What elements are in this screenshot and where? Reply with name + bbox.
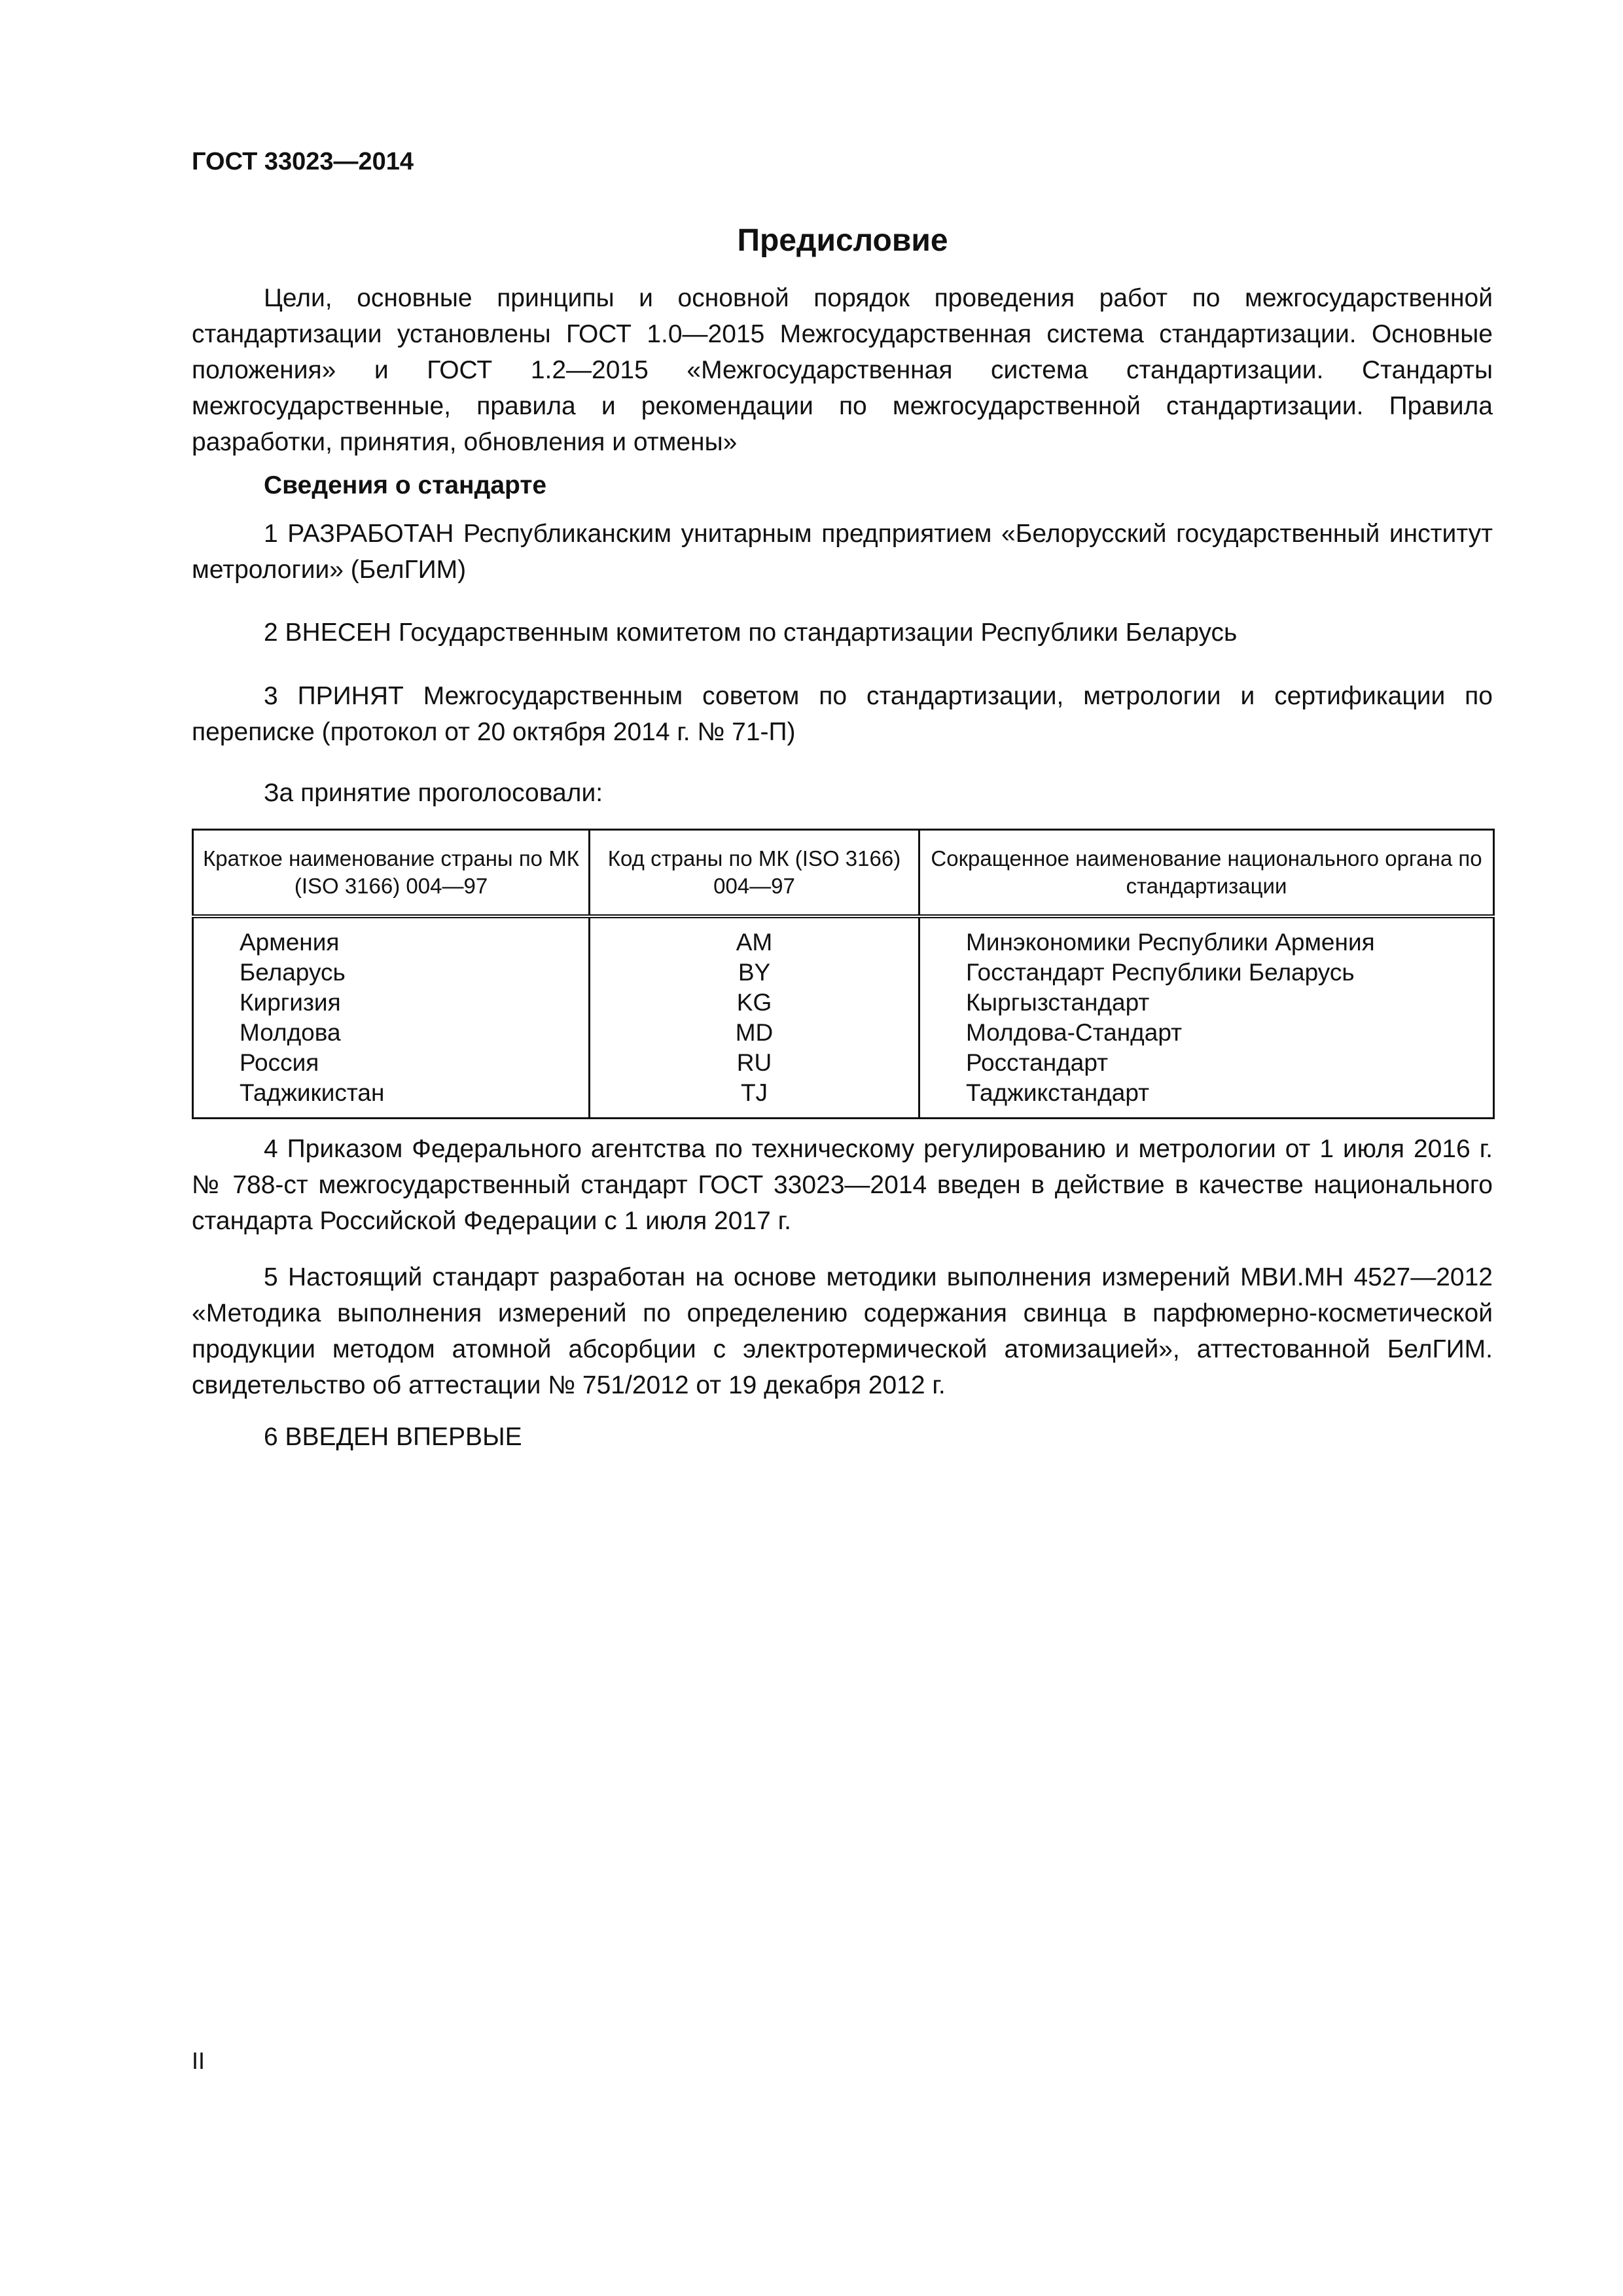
table-row xyxy=(193,1078,1494,1119)
table-cell-country: Армения xyxy=(193,916,590,958)
voting-table xyxy=(192,829,1495,1119)
table-cell-country: Таджикистан xyxy=(193,1078,590,1119)
table-header-body: Сокращенное наименование национального органа по стандартизации xyxy=(919,830,1494,917)
table-header-row xyxy=(193,830,1494,917)
table-row xyxy=(193,916,1494,958)
item-2-introduced-by: 2 ВНЕСЕН Государственным комитетом по стандартизации Республики Беларусь xyxy=(264,619,1238,647)
item-3-adopted-by: 3 ПРИНЯТ Межгосударственным советом по стандартизации, метрологии и сертификации по переписке (протокол от 20 октября 2014 г. № 71-П) xyxy=(192,682,1493,746)
vote-intro: За принятие проголосовали: xyxy=(264,779,603,807)
table-cell-country: Россия xyxy=(193,1048,590,1078)
table-cell-body: Минэкономики Республики Армения xyxy=(919,916,1494,958)
intro-paragraph: Цели, основные принципы и основной порядок проведения работ по межгосударственной стандартизации установлены ГОСТ 1.0—2015 Межгосударственная система стандартизации. Основные положения» и ГОСТ 1.2—2015 «Межгосударственная система стандартизации. Стандарты межгосударственные, правила и рекомендации по межгосударственной стандартизации. Правила разработки, принятия, обновления и отмены» xyxy=(192,284,1493,456)
table-cell-code: TJ xyxy=(590,1078,919,1119)
table-cell-body: Госстандарт Республики Беларусь xyxy=(919,958,1494,988)
table-cell-code: RU xyxy=(590,1048,919,1078)
item-5-basis: 5 Настоящий стандарт разработан на основе методики выполнения измерений МВИ.МН 4527—2012 «Методика выполнения измерений по определению содержания свинца в парфюмерно-косметической продукции методом атомной абсорбции с электротермической атомизацией», аттестованной БелГИМ. свидетельство об аттестации № 751/2012 от 19 декабря 2012 г. xyxy=(192,1263,1493,1399)
section-subheading: Сведения о стандарте xyxy=(264,471,547,499)
table-cell-body: Таджикстандарт xyxy=(919,1078,1494,1119)
table-row xyxy=(193,1048,1494,1078)
table-cell-country: Молдова xyxy=(193,1018,590,1048)
table-row xyxy=(193,988,1494,1018)
item-1-developed-by: 1 РАЗРАБОТАН Республиканским унитарным предприятием «Белорусский государственный институт метрологии» (БелГИМ) xyxy=(192,520,1493,584)
table-cell-body: Росстандарт xyxy=(919,1048,1494,1078)
document-header-id: ГОСТ 33023—2014 xyxy=(192,148,414,175)
table-cell-country: Беларусь xyxy=(193,958,590,988)
page-title-container xyxy=(0,223,1623,259)
table-cell-body: Молдова-Стандарт xyxy=(919,1018,1494,1048)
table-header-code: Код страны по МК (ISO 3166) 004—97 xyxy=(590,830,919,917)
table-header-country: Краткое наименование страны по МК (ISO 3166) 004—97 xyxy=(193,830,590,917)
table-cell-country: Киргизия xyxy=(193,988,590,1018)
table-row xyxy=(193,958,1494,988)
table-cell-code: BY xyxy=(590,958,919,988)
table-cell-body: Кыргызстандарт xyxy=(919,988,1494,1018)
table-row xyxy=(193,1018,1494,1048)
table-cell-code: KG xyxy=(590,988,919,1018)
page-number: II xyxy=(192,2047,205,2074)
table-cell-code: MD xyxy=(590,1018,919,1048)
table-cell-code: AM xyxy=(590,916,919,958)
item-4-order: 4 Приказом Федерального агентства по техническому регулированию и метрологии от 1 июля 2016 г. № 788-ст межгосударственный стандарт ГОСТ 33023—2014 введен в действие в качестве национального стандарта Российской Федерации с 1 июля 2017 г. xyxy=(192,1135,1493,1235)
page-title: Предисловие xyxy=(737,223,948,258)
item-6-first-introduced: 6 ВВЕДЕН ВПЕРВЫЕ xyxy=(264,1423,522,1451)
